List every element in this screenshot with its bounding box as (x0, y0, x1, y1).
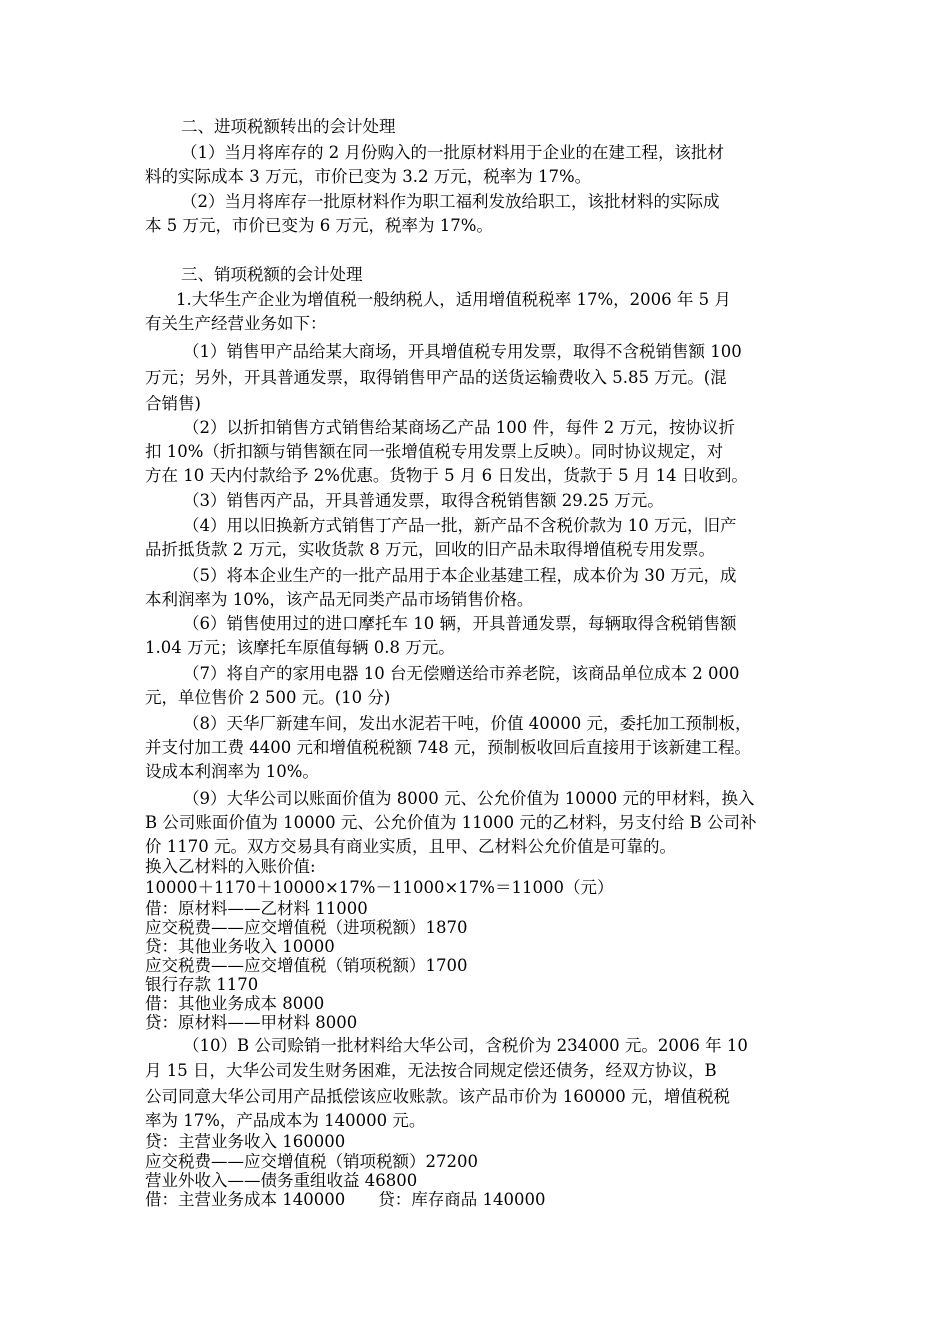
section3-heading: 三、销项税额的会计处理 (181, 265, 363, 284)
section3-line: （3）销售丙产品，开具普通发票，取得含税销售额 29.25 万元。 (183, 491, 664, 510)
section3-line: 公司同意大华公司用产品抵偿该应收账款。该产品市价为 160000 元，增值税税 (145, 1087, 730, 1106)
section3-line: 价 1170 元。双方交易具有商业实质，且甲、乙材料公允价值是可靠的。 (145, 837, 676, 856)
journal-line: 贷：主营业务收入 160000 (145, 1132, 346, 1151)
section3-line: 设成本利润率为 10%。 (145, 762, 319, 781)
section3-line: 并支付加工费 4400 元和增值税税额 748 元，预制板收回后直接用于该新建工程。 (145, 738, 751, 757)
journal-line: 换入乙材料的入账价值: (145, 857, 316, 876)
section3-line: 本利润率为 10%，该产品无同类产品市场销售价格。 (145, 590, 534, 609)
journal-line: 贷：其他业务收入 10000 (145, 937, 335, 956)
section3-line: 1.04 万元；该摩托车原值每辆 0.8 万元。 (145, 638, 455, 657)
section3-line: （9）大华公司以账面价值为 8000 元、公允价值为 10000 元的甲材料，换入 (183, 789, 755, 808)
section3-line: （10）B 公司赊销一批材料给大华公司，含税价为 234000 元。2006 年 10 (183, 1036, 748, 1055)
section3-line: （7）将自产的家用电器 10 台无偿赠送给市养老院，该商品单位成本 2 000 (183, 664, 740, 683)
section3-line: 元，单位售价 2 500 元。(10 分) (145, 688, 391, 707)
section2-line: 料的实际成本 3 万元，市价已变为 3.2 万元，税率为 17%。 (145, 167, 592, 186)
section3-line: （5）将本企业生产的一批产品用于本企业基建工程，成本价为 30 万元，成 (183, 566, 737, 585)
section3-line: （2）以折扣销售方式销售给某商场乙产品 100 件，每件 2 万元，按协议折 (183, 418, 735, 437)
section3-line: 合销售) (145, 394, 201, 413)
section2-line: （2）当月将库存一批原材料作为职工福利发放给职工，该批材料的实际成 (181, 192, 720, 211)
journal-line: 借：其他业务成本 8000 (145, 994, 325, 1013)
section2-line: （1）当月将库存的 2 月份购入的一批原材料用于企业的在建工程，该批材 (181, 143, 724, 162)
section3-line: 1.大华生产企业为增值税一般纳税人，适用增值税税率 17%，2006 年 5 月 (176, 290, 731, 309)
section2-heading: 二、进项税额转出的会计处理 (181, 117, 396, 136)
section3-line: 万元；另外，开具普通发票，取得销售甲产品的送货运输费收入 5.85 万元。(混 (145, 368, 727, 387)
journal-line: 银行存款 1170 (145, 975, 259, 994)
section3-line: （6）销售使用过的进口摩托车 10 辆，开具普通发票，每辆取得含税销售额 (183, 614, 737, 633)
journal-line: 贷：原材料——甲材料 8000 (145, 1013, 358, 1032)
journal-line: 应交税费——应交增值税（进项税额）1870 (145, 918, 468, 937)
section3-line: 扣 10%（折扣额与销售额在同一张增值税专用发票上反映）。同时协议规定，对 (145, 442, 724, 461)
section3-line: 品折抵货款 2 万元，实收货款 8 万元，回收的旧产品未取得增值税专用发票。 (145, 540, 715, 559)
journal-line: 应交税费——应交增值税（销项税额）27200 (145, 1152, 478, 1171)
section3-line: 方在 10 天内付款给予 2%优惠。货物于 5 月 6 日发出，货款于 5 月 14 日收到。 (145, 466, 748, 485)
section3-line: （8）天华厂新建车间，发出水泥若干吨，价值 40000 元，委托加工预制板， (183, 714, 752, 733)
section2-line: 本 5 万元，市价已变为 6 万元，税率为 17%。 (145, 216, 493, 235)
section3-line: 月 15 日，大华公司发生财务困难，无法按合同规定偿还债务，经双方协议，B (145, 1061, 717, 1080)
section3-line: 有关生产经营业务如下： (145, 314, 327, 333)
journal-line: 借：主营业务成本 140000 贷：库存商品 140000 (145, 1190, 546, 1209)
section3-line: B 公司账面价值为 10000 元、公允价值为 11000 元的乙材料，另支付给 B 公司补 (145, 813, 757, 832)
journal-line: 营业外收入——债务重组收益 46800 (145, 1171, 418, 1190)
journal-line: 应交税费——应交增值税（销项税额）1700 (145, 956, 468, 975)
section3-line: 率为 17%，产品成本为 140000 元。 (145, 1111, 426, 1130)
section3-line: （4）用以旧换新方式销售丁产品一批，新产品不含税价款为 10 万元，旧产 (183, 516, 737, 535)
journal-line: 借：原材料——乙材料 11000 (145, 899, 368, 918)
journal-line: 10000＋1170＋10000×17%－11000×17%＝11000（元） (145, 878, 614, 897)
section3-line: （1）销售甲产品给某大商场，开具增值税专用发票，取得不含税销售额 100 (183, 342, 742, 361)
